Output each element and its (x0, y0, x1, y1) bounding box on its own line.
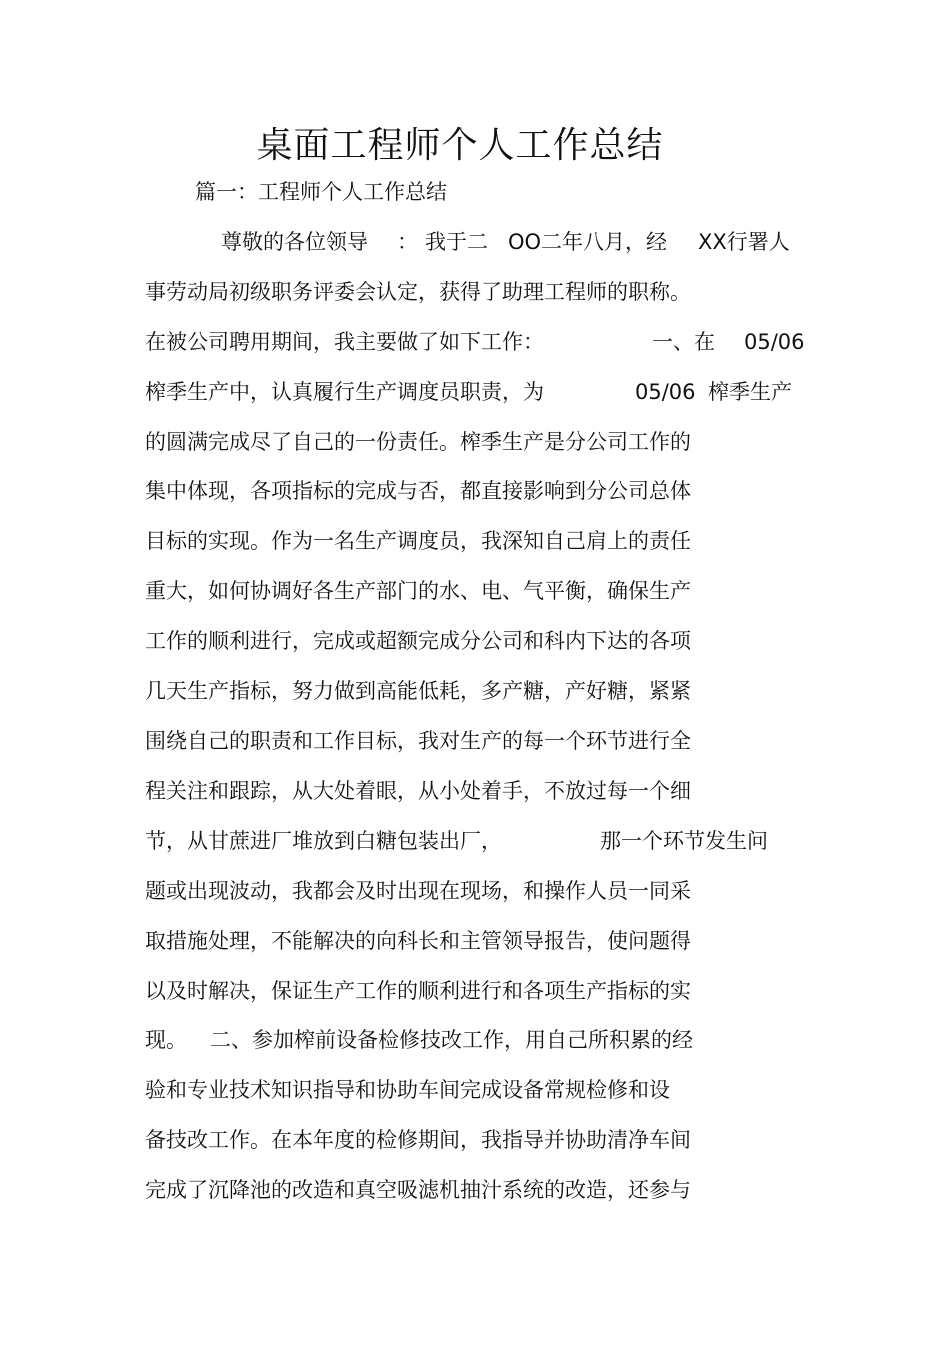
text-segment: 题或出现波动，我都会及时出现在现场，和操作人员一同采 (145, 879, 691, 903)
text-segment: 节，从甘蔗进厂堆放到白糖包装出厂， (145, 829, 502, 853)
text-segment: 几天生产指标，努力做到高能低耗，多产糖，产好糖，紧紧 (145, 679, 691, 703)
body-line (0, 825, 950, 857)
text-segment: 在被公司聘用期间，我主要做了如下工作： (145, 330, 544, 354)
text-segment: 那一个环节发生问 (600, 829, 768, 853)
body-line (145, 1174, 691, 1206)
text-segment: 榨季生产中，认真履行生产调度员职责，为 (145, 380, 544, 404)
text-segment: 一、在 (652, 330, 715, 354)
body-line (0, 376, 950, 408)
body-line (145, 675, 691, 707)
text-segment: 以及时解决，保证生产工作的顺利进行和各项生产指标的实 (145, 979, 691, 1003)
body-line (0, 1024, 950, 1056)
text-segment: OO二年八月，经 (508, 230, 668, 254)
text-segment: 目标的实现。作为一名生产调度员，我深知自己肩上的责任 (145, 529, 691, 553)
document-subtitle: 篇一：工程师个人工作总结 (195, 180, 447, 204)
text-segment: 二、参加榨前设备检修技改工作，用自己所积累的经 (210, 1028, 693, 1052)
text-segment: 现。 (145, 1028, 187, 1052)
body-line (145, 925, 691, 957)
text-segment: 05/06 (635, 380, 696, 404)
text-segment: 事劳动局初级职务评委会认定，获得了助理工程师的职称。 (145, 280, 691, 304)
body-line (145, 475, 691, 507)
body-line (145, 1074, 670, 1106)
text-segment: 程关注和跟踪，从大处着眼，从小处着手，不放过每一个细 (145, 779, 691, 803)
text-segment: 备技改工作。在本年度的检修期间，我指导并协助清净车间 (145, 1128, 691, 1152)
text-segment: 05/06 (744, 330, 805, 354)
body-line (145, 1124, 691, 1156)
body-line (0, 326, 950, 358)
body-line (145, 775, 691, 807)
text-segment: 完成了沉降池的改造和真空吸滤机抽汁系统的改造，还参与 (145, 1178, 691, 1202)
body-line (145, 525, 691, 557)
text-segment: 取措施处理，不能解决的向科长和主管领导报告，使问题得 (145, 929, 691, 953)
text-segment: 工作的顺利进行，完成或超额完成分公司和科内下达的各项 (145, 629, 691, 653)
body-line (145, 625, 691, 657)
text-segment: 榨季生产 (708, 380, 792, 404)
text-segment: 重大，如何协调好各生产部门的水、电、气平衡，确保生产 (145, 579, 691, 603)
body-line (145, 575, 691, 607)
text-segment: XX行署人 (698, 230, 790, 254)
body-line (145, 725, 691, 757)
document-title: 桌面工程师个人工作总结 (256, 125, 664, 166)
body-line (145, 426, 691, 458)
text-segment: ： (397, 230, 418, 254)
text-segment: 的圆满完成尽了自己的一份责任。榨季生产是分公司工作的 (145, 430, 691, 454)
text-segment: 尊敬的各位领导 (221, 230, 368, 254)
text-segment: 集中体现，各项指标的完成与否，都直接影响到分公司总体 (145, 479, 691, 503)
text-segment: 我于二 (425, 230, 488, 254)
body-line (0, 276, 950, 308)
body-line (145, 875, 691, 907)
text-segment: 围绕自己的职责和工作目标，我对生产的每一个环节进行全 (145, 729, 691, 753)
text-segment: 验和专业技术知识指导和协助车间完成设备常规检修和设 (145, 1078, 670, 1102)
body-line (0, 226, 950, 258)
body-line (145, 975, 691, 1007)
